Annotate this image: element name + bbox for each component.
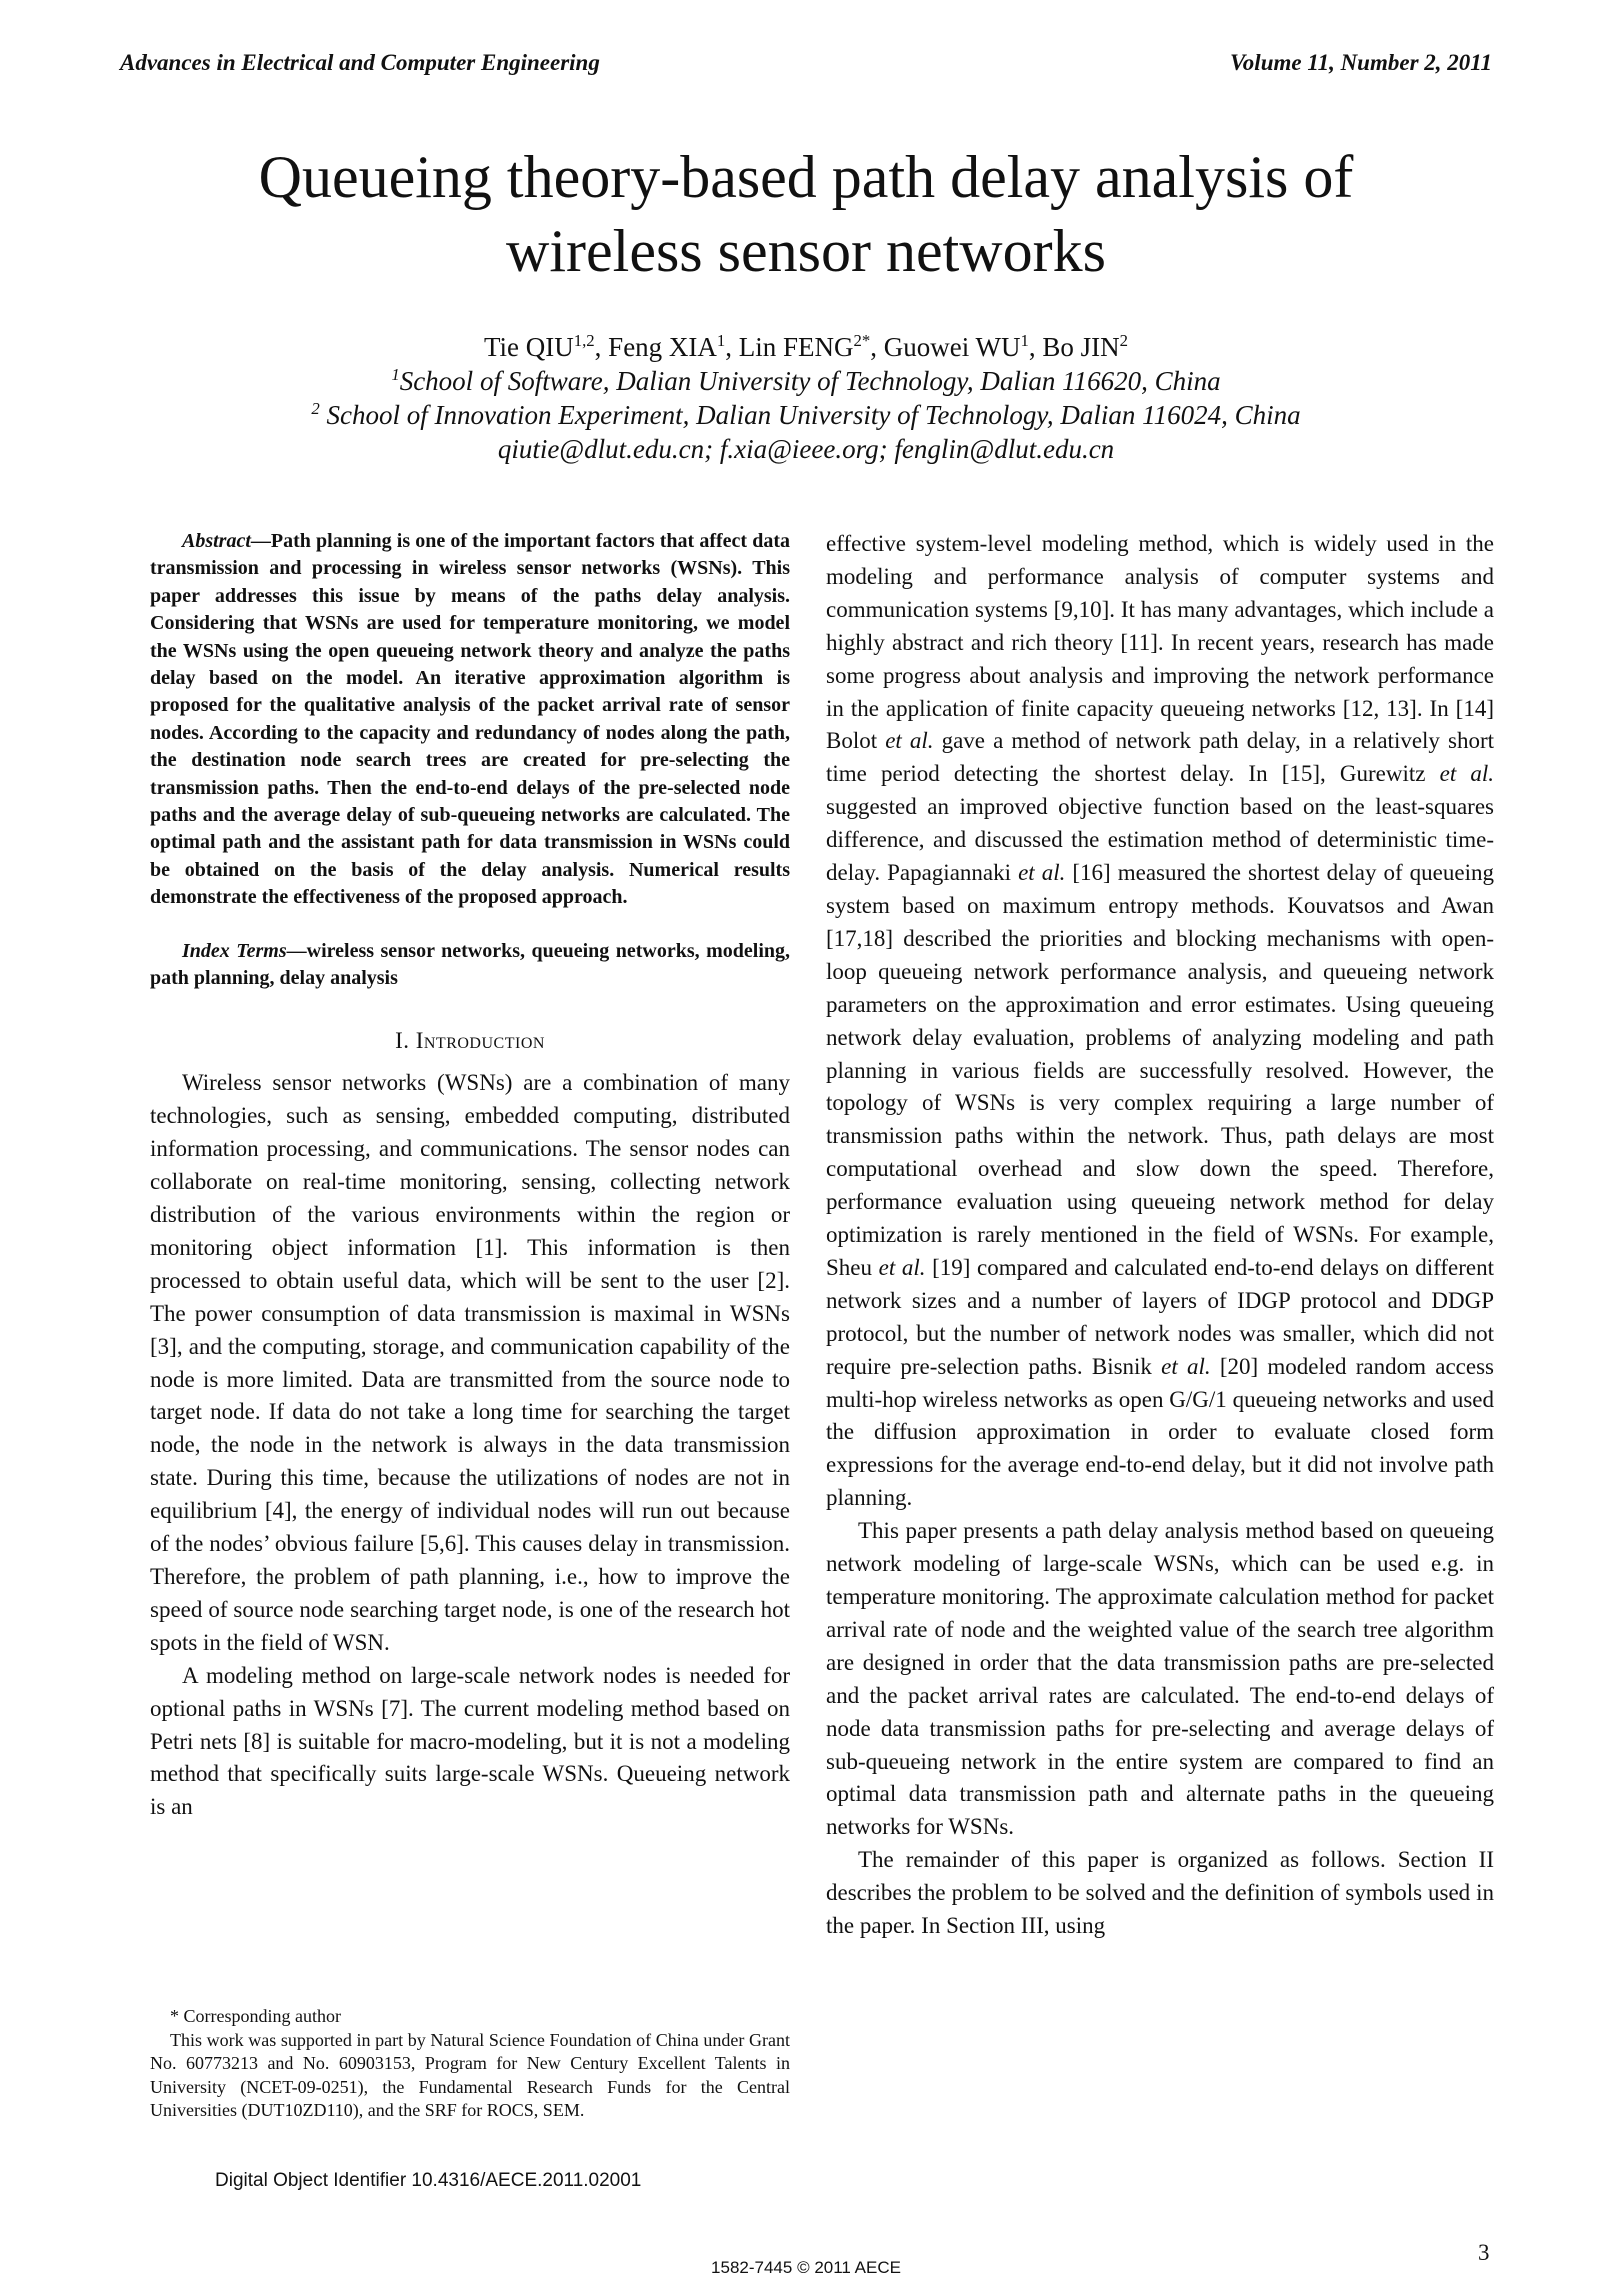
issn-copyright: 1582-7445 © 2011 AECE xyxy=(711,2258,901,2277)
paragraph: This paper presents a path delay analysis method based on queueing network modeling of large-scale WSNs, which can be used e.g. in temperature monitoring. The approximate calculation method for packet arrival rate of node and the weighted value of the search tree algorithm are designed in order that the data transmission paths are pre-selected and the packet arrival rates are calculated. The end-to-end delays of node data transmission paths for pre-selecting and average delays of sub-queueing network in the entire system are compared to find an optimal data transmission path and alternate paths in the queueing networks for WSNs. xyxy=(826,1518,1494,1840)
volume-info: Volume 11, Number 2, 2011 xyxy=(1230,50,1492,75)
text-run-italic: et al. xyxy=(1161,1353,1211,1379)
affiliation-marker: 1 xyxy=(391,365,400,384)
paragraph xyxy=(826,528,1494,1515)
footnote xyxy=(150,2005,790,2123)
index-terms-text: —wireless sensor networks, queueing networks, modeling, path planning, delay analysis xyxy=(150,939,790,990)
affiliation-marker: 2 xyxy=(1119,331,1129,350)
author-block xyxy=(120,330,1492,466)
author-list xyxy=(120,330,1492,364)
section-heading: I. Introduction xyxy=(395,1027,545,1053)
funding-note: This work was supported in part by Natural Science Foundation of China under Grant No. 60773213 and No. 60903153, Program for New Century Excellent Talents in University (NCET-09-0251), the Fundamental Research Funds for the Central Universities (DUT10ZD110), and the SRF for ROCS, SEM. xyxy=(150,2029,790,2120)
index-terms xyxy=(150,938,790,993)
author-emails: qiutie@dlut.edu.cn; f.xia@ieee.org; fenglin@dlut.edu.cn xyxy=(497,434,1115,464)
author-name: , Guowei WU xyxy=(870,332,1021,362)
text-run: [20] modeled random access multi-hop wireless networks as open G/G/1 queueing networks and used the diffusion approximation in order to evaluate closed form expressions for the average end-to-end delay, but it did not involve path planning. xyxy=(826,1353,1494,1511)
affiliation-marker: 1,2 xyxy=(573,331,595,350)
affiliation-2 xyxy=(120,398,1492,432)
right-column xyxy=(826,528,1494,1943)
left-column xyxy=(150,528,790,1824)
index-terms-label: Index Terms xyxy=(182,939,287,962)
author-name: , Bo JIN xyxy=(1028,332,1120,362)
paragraph: The remainder of this paper is organized as follows. Section II describes the problem to be solved and the definition of symbols used in the paper. In Section III, using xyxy=(826,1847,1494,1939)
text-run-italic: et al. xyxy=(885,728,934,754)
text-run-italic: et al. xyxy=(878,1254,926,1280)
running-header xyxy=(120,50,1492,76)
title-line-1: Queueing theory-based path delay analysis of xyxy=(258,144,1354,210)
affiliation-text: School of Innovation Experiment, Dalian University of Technology, Dalian 116024, China xyxy=(319,400,1301,430)
affiliation-marker: 1 xyxy=(716,331,726,350)
affiliation-marker: 2* xyxy=(853,331,871,350)
corresponding-author-note: * Corresponding author xyxy=(170,2006,341,2026)
abstract xyxy=(150,528,790,912)
journal-name: Advances in Electrical and Computer Engineering xyxy=(120,50,600,75)
author-name: , Lin FENG xyxy=(725,332,854,362)
text-run: effective system-level modeling method, which is widely used in the modeling and performance analysis of computer systems and communication systems [9,10]. It has many advantages, which include a highly abstract and rich theory [11]. In recent years, research has made some progress about analysis and improving the network performance in the application of finite capacity queueing networks [12, 13]. In [14] Bolot xyxy=(826,531,1494,754)
abstract-label: Abstract xyxy=(182,530,251,552)
affiliation-marker: 1 xyxy=(1020,331,1029,350)
paragraph: Wireless sensor networks (WSNs) are a combination of many technologies, such as sensing, embedded computing, distributed information processing, and communications. The sensor nodes can collaborate on real-time monitoring, sensing, collecting network distribution of the various environments within the region or monitoring object information [1]. This information is then processed to obtain useful data, which will be sent to the user [2]. The power consumption of data transmission is maximal in WSNs [3], and the computing, storage, and communication capability of the node is more limited. Data are transmitted from the source node to target node. If data do not take a long time for searching the target node, the node in the network is always in the data transmission state. During this time, because the utilizations of nodes are not in equilibrium [4], the energy of individual nodes will run out because of the nodes’ obvious failure [5,6]. This causes delay in transmission. Therefore, the problem of path planning, i.e., how to improve the speed of source node searching target node, is one of the research hot spots in the field of WSN. xyxy=(150,1070,790,1655)
page-number: 3 xyxy=(1478,2240,1490,2265)
doi: Digital Object Identifier 10.4316/AECE.2011.02001 xyxy=(215,2170,642,2191)
author-name: , Feng XIA xyxy=(594,332,717,362)
text-run: gave a method of network path delay, in a relatively short time period detecting the shortest delay. In [15], Gurewitz xyxy=(826,728,1495,787)
affiliation-marker: 2 xyxy=(311,399,320,418)
text-run-italic: et al. xyxy=(1439,761,1494,787)
paper-title xyxy=(120,140,1492,288)
affiliation-text: School of Software, Dalian University of Technology, Dalian 116620, China xyxy=(399,366,1221,396)
affiliation-1 xyxy=(120,364,1492,398)
text-run: [19] compared and calculated end-to-end delays on different network sizes and a number of layers of IDGP protocol and DDGP protocol, but the number of network nodes was smaller, which did not require pre-selection paths. Bisnik xyxy=(826,1254,1494,1379)
text-run: [16] measured the shortest delay of queueing system based on maximum entropy methods. Kouvatsos and Awan [17,18] described the priorities and blocking mechanisms with open-loop queueing network performance analysis, and queueing network parameters on the approximation and error estimates. Using queueing network delay evaluation, problems of analyzing modeling and path planning in various fields are successfully resolved. However, the topology of WSNs is very complex requiring a large number of transmission paths within the network. Thus, path delays are most computational overhead and slow down the speed. Therefore, performance evaluation using queueing network method for delay optimization is rarely mentioned in the field of WSNs. For example, Sheu xyxy=(826,860,1494,1280)
abstract-text: —Path planning is one of the important factors that affect data transmission and processing in wireless sensor networks (WSNs). This paper addresses this issue by means of the paths delay analysis. Considering that WSNs are used for temperature monitoring, we model the WSNs using the open queueing network theory and analyze the paths delay based on the model. An iterative approximation algorithm is proposed for the qualitative analysis of the packet arrival rate of sensor nodes. According to the capacity and redundancy of nodes along the path, the destination node search trees are created for pre-selecting the transmission paths. Then the end-to-end delays of the pre-selected node paths and the average delay of sub-queueing networks are calculated. The optimal path and the assistant path for data transmission in WSNs could be obtained on the basis of the delay analysis. Numerical results demonstrate the effectiveness of the proposed approach. xyxy=(150,530,790,909)
title-line-2: wireless sensor networks xyxy=(506,218,1106,284)
paragraph: A modeling method on large-scale network nodes is needed for optional paths in WSNs [7]. The current modeling method based on Petri nets [8] is suitable for macro-modeling, but it is not a modeling method that specifically suits large-scale WSNs. Queueing network is an xyxy=(150,1662,790,1820)
text-run-italic: et al. xyxy=(1018,860,1066,886)
text-run: suggested an improved objective function based on the least-squares difference, and discussed the estimation method of deterministic time-delay. Papagiannaki xyxy=(826,794,1494,886)
author-name: Tie QIU xyxy=(483,332,574,362)
